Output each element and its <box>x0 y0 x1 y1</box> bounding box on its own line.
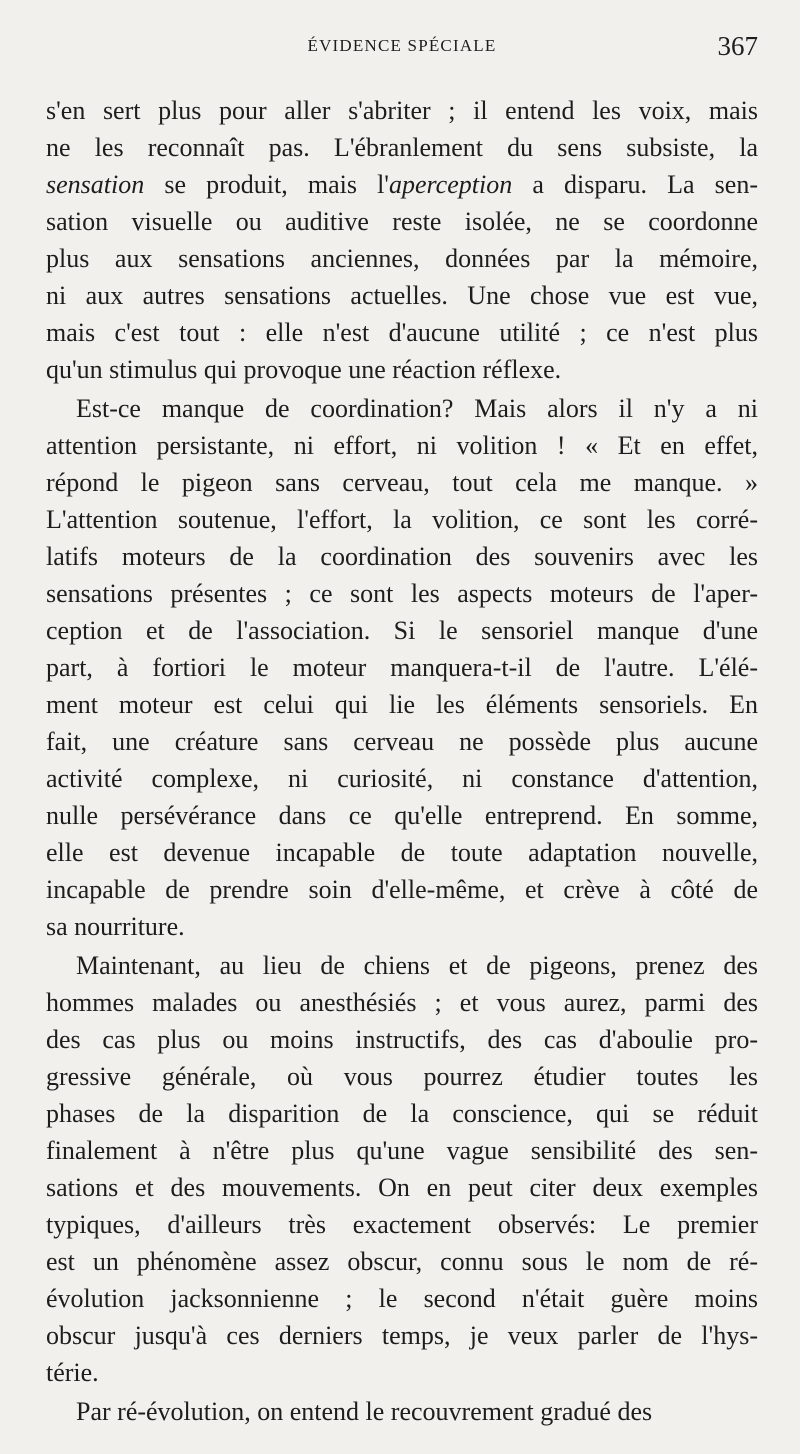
text-line <box>46 1393 758 1430</box>
text-line <box>46 797 758 834</box>
text-line <box>46 427 758 464</box>
text-run: qu'un stimulus qui provoque une réaction réflexe. <box>46 355 562 384</box>
text-run: ception et de l'association. Si le sensoriel manque d'une <box>46 616 758 645</box>
text-run: L'attention soutenue, l'effort, la volition, ce sont les corré- <box>46 505 758 534</box>
text-run: se produit, mais l' <box>144 170 389 199</box>
text-run: gressive générale, où vous pourrez étudier toutes les <box>46 1062 758 1091</box>
running-title: ÉVIDENCE SPÉCIALE <box>307 36 497 55</box>
text-line <box>46 501 758 538</box>
text-line <box>46 649 758 686</box>
text-run: part, à fortiori le moteur manquera-t-il de l'autre. L'élé- <box>46 653 758 682</box>
text-run: latifs moteurs de la coordination des souvenirs avec les <box>46 542 758 571</box>
text-run: attention persistante, ni effort, ni volition ! « Et en effet, <box>46 431 758 460</box>
text-run: activité complexe, ni curiosité, ni constance d'attention, <box>46 764 758 793</box>
text-line <box>46 834 758 871</box>
text-line <box>46 166 758 203</box>
text-line <box>46 203 758 240</box>
text-line <box>46 129 758 166</box>
text-line <box>46 1243 758 1280</box>
italic-term: aperception <box>388 170 513 199</box>
text-run: ne les reconnaît pas. L'ébranlement du sens subsiste, la <box>46 133 758 162</box>
text-run: s'en sert plus pour aller s'abriter ; il entend les voix, mais <box>46 96 758 125</box>
text-run: Par ré-évolution, on entend le recouvrement gradué des <box>76 1397 653 1426</box>
text-run: obscur jusqu'à ces derniers temps, je veux parler de l'hys- <box>46 1321 758 1350</box>
text-run: des cas plus ou moins instructifs, des cas d'aboulie pro- <box>46 1025 758 1054</box>
text-run: a disparu. La sen- <box>512 170 758 199</box>
text-run: ni aux autres sensations actuelles. Une chose vue est vue, <box>46 281 758 310</box>
text-run: répond le pigeon sans cerveau, tout cela me manque. » <box>46 468 758 497</box>
text-line <box>46 351 758 388</box>
paragraph <box>46 92 758 388</box>
text-line <box>46 1206 758 1243</box>
text-run: est un phénomène assez obscur, connu sous le nom de ré- <box>46 1247 758 1276</box>
text-run: térie. <box>46 1358 99 1387</box>
text-line <box>46 1169 758 1206</box>
text-run: elle est devenue incapable de toute adaptation nouvelle, <box>46 838 758 867</box>
italic-term: sensation <box>46 170 145 199</box>
text-run: sensations présentes ; ce sont les aspects moteurs de l'aper- <box>46 579 758 608</box>
text-line <box>46 1280 758 1317</box>
text-run: finalement à n'être plus qu'une vague sensibilité des sen- <box>46 1136 758 1165</box>
text-line <box>46 760 758 797</box>
page-number: 367 <box>717 31 758 61</box>
text-run: mais c'est tout : elle n'est d'aucune utilité ; ce n'est plus <box>46 318 758 347</box>
text-line <box>46 314 758 351</box>
text-line <box>46 92 758 129</box>
text-line <box>46 390 758 427</box>
text-run: sation visuelle ou auditive reste isolée, ne se coordonne <box>46 207 758 236</box>
text-line <box>46 1354 758 1391</box>
text-run: Est-ce manque de coordination? Mais alors il n'y a ni <box>76 394 758 423</box>
text-run: ment moteur est celui qui lie les éléments sensoriels. En <box>46 690 758 719</box>
text-line <box>46 575 758 612</box>
text-line <box>46 1132 758 1169</box>
text-line <box>46 908 758 945</box>
text-line <box>46 538 758 575</box>
text-line <box>46 871 758 908</box>
running-head <box>46 0 758 92</box>
text-run: typiques, d'ailleurs très exactement observés: Le premier <box>46 1210 758 1239</box>
text-line <box>46 686 758 723</box>
text-run: sa nourriture. <box>46 912 185 941</box>
paragraph <box>46 1393 758 1430</box>
text-line <box>46 277 758 314</box>
body-text <box>46 92 758 1430</box>
text-run: fait, une créature sans cerveau ne possède plus aucune <box>46 727 758 756</box>
text-run: nulle persévérance dans ce qu'elle entreprend. En somme, <box>46 801 758 830</box>
text-line <box>46 723 758 760</box>
text-line <box>46 612 758 649</box>
text-line <box>46 1095 758 1132</box>
text-line <box>46 240 758 277</box>
text-line <box>46 984 758 1021</box>
text-line <box>46 1317 758 1354</box>
text-run: incapable de prendre soin d'elle-même, et crève à côté de <box>46 875 758 904</box>
text-run: sations et des mouvements. On en peut citer deux exemples <box>46 1173 758 1202</box>
text-line <box>46 464 758 501</box>
paragraph <box>46 947 758 1391</box>
text-line <box>46 1021 758 1058</box>
paragraph <box>46 390 758 945</box>
text-run: plus aux sensations anciennes, données par la mémoire, <box>46 244 758 273</box>
text-run: hommes malades ou anesthésiés ; et vous aurez, parmi des <box>46 988 758 1017</box>
text-run: Maintenant, au lieu de chiens et de pigeons, prenez des <box>76 951 758 980</box>
text-line <box>46 1058 758 1095</box>
text-run: phases de la disparition de la conscience, qui se réduit <box>46 1099 758 1128</box>
text-line <box>46 947 758 984</box>
text-run: évolution jacksonnienne ; le second n'était guère moins <box>46 1284 758 1313</box>
